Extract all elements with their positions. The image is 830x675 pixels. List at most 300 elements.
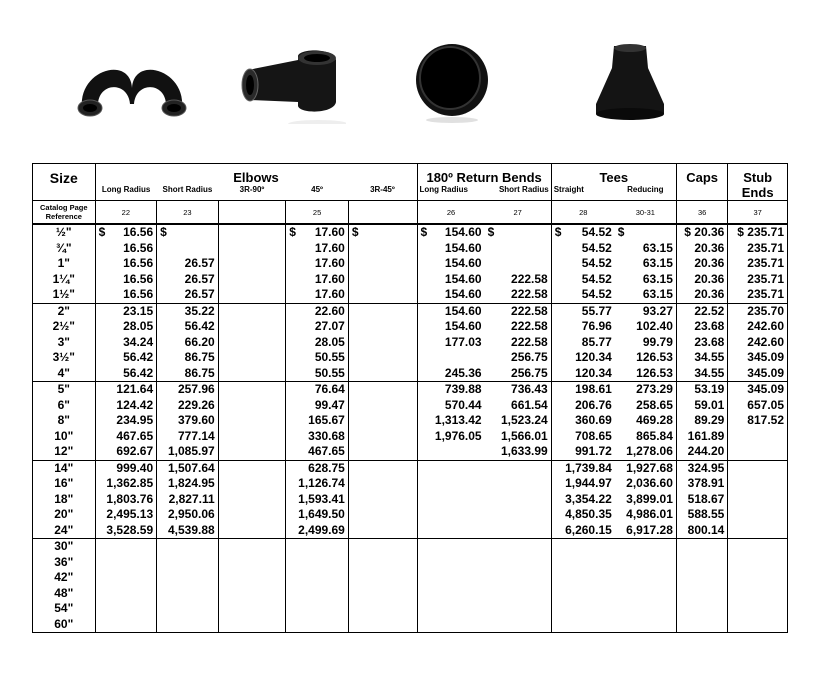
price-value: 76.96 [581, 319, 612, 333]
price-column-cell [551, 303, 615, 382]
price-line [289, 444, 345, 460]
price-value: 2,036.60 [626, 476, 673, 490]
price-value: 245.36 [444, 365, 482, 380]
price-line [160, 586, 215, 602]
price-value: 20.36 [694, 287, 725, 301]
price-line [289, 398, 345, 414]
size-label: 10" [54, 428, 74, 443]
price-column-cell [728, 224, 788, 303]
price-line [555, 413, 612, 429]
price-line [421, 319, 482, 335]
price-value: 518.67 [687, 491, 725, 506]
price-line [289, 555, 345, 571]
price-line [99, 319, 154, 335]
price-value: 273.29 [636, 382, 673, 396]
price-value: 1,593.41 [298, 491, 345, 506]
price-line [421, 287, 482, 303]
price-line [680, 570, 724, 586]
price-line [618, 256, 673, 272]
reducer-image [590, 42, 670, 124]
price-column-cell [348, 539, 417, 633]
caps-header: Caps [676, 164, 727, 201]
price-column-cell [95, 460, 157, 539]
price-line [680, 461, 724, 477]
price-line [352, 492, 414, 508]
price-value: 16.56 [123, 225, 154, 239]
price-value: 54.52 [581, 287, 612, 301]
price-line [99, 444, 154, 460]
price-line [160, 461, 215, 477]
catalog-page-cell: 37 [728, 201, 788, 225]
price-line [99, 461, 154, 477]
price-line [731, 398, 784, 414]
size-label: 54" [54, 601, 74, 615]
price-line [488, 586, 548, 602]
catalog-page-cell: 23 [157, 201, 219, 225]
price-line [618, 476, 673, 492]
price-value: 222.58 [511, 303, 548, 318]
price-line [488, 539, 548, 555]
price-value: 3,354.22 [565, 491, 612, 506]
price-value: 800.14 [687, 522, 725, 537]
price-line [680, 241, 724, 257]
price-column-cell [95, 382, 157, 461]
price-column-cell [676, 303, 727, 382]
price-value: 324.95 [687, 460, 725, 475]
price-line [555, 523, 612, 539]
price-line [289, 539, 345, 555]
price-value: 35.22 [184, 303, 215, 318]
price-line [99, 225, 154, 241]
header-row-1 [33, 164, 788, 186]
price-column-cell [95, 303, 157, 382]
price-line [99, 601, 154, 617]
price-line [99, 287, 154, 303]
size-cell [33, 303, 96, 382]
price-line [618, 398, 673, 414]
price-value: 50.55 [314, 365, 345, 380]
header-row-2 [33, 185, 788, 200]
price-value: 86.75 [184, 365, 215, 380]
price-value: 154.60 [444, 256, 482, 270]
price-value: 17.60 [314, 225, 345, 239]
price-line [488, 570, 548, 586]
price-value: 345.09 [747, 350, 784, 364]
subhead-rb-short-radius: Short Radius [485, 185, 552, 200]
subhead-3r-90: 3R-90º [239, 185, 265, 195]
price-line [488, 601, 548, 617]
price-line [352, 617, 414, 633]
price-value: 54.52 [581, 240, 612, 255]
price-value: 235.71 [747, 240, 784, 255]
price-value: 17.60 [314, 287, 345, 301]
price-line [222, 523, 283, 539]
price-value: 1,976.05 [434, 428, 482, 443]
price-line [160, 617, 215, 633]
price-value: 229.26 [177, 397, 215, 412]
price-line [99, 570, 154, 586]
price-line [555, 319, 612, 335]
price-column-cell [417, 224, 485, 303]
price-line [352, 586, 414, 602]
price-line [222, 476, 283, 492]
size-group-row [33, 539, 788, 633]
price-column-cell [676, 382, 727, 461]
size-label: 24" [54, 522, 74, 537]
price-line [99, 492, 154, 508]
price-line [289, 601, 345, 617]
price-line [618, 539, 673, 555]
size-label: 20" [54, 507, 74, 521]
price-value: 20.36 [694, 256, 725, 270]
price-column-cell [157, 539, 219, 633]
price-line [421, 461, 482, 477]
price-line [680, 492, 724, 508]
price-value: 3,899.01 [626, 491, 673, 506]
price-column-cell [286, 382, 349, 461]
price-line [618, 429, 673, 445]
dollar-sign: $ [487, 225, 495, 239]
size-label: 3½" [52, 350, 75, 364]
cap-image [412, 42, 492, 124]
price-line [421, 413, 482, 429]
catalog-page-label [33, 201, 96, 225]
price-value: 739.88 [444, 382, 482, 396]
price-line [731, 601, 784, 617]
price-value: 63.15 [642, 240, 673, 255]
price-line [731, 287, 784, 303]
price-value: 50.55 [314, 350, 345, 364]
price-line [421, 586, 482, 602]
price-line [289, 523, 345, 539]
price-value: 1,313.42 [434, 413, 482, 427]
price-line [99, 617, 154, 633]
price-line [555, 492, 612, 508]
price-value: $ 20.36 [684, 225, 725, 239]
dollar-sign: $ [289, 225, 296, 239]
price-line [555, 256, 612, 272]
price-value: 26.57 [184, 256, 215, 270]
price-value: 16.56 [123, 240, 154, 255]
size-label: 36" [54, 554, 74, 569]
price-line [680, 476, 724, 492]
price-line [488, 413, 548, 429]
price-line [222, 617, 283, 633]
price-line [222, 272, 283, 288]
price-line [289, 366, 345, 382]
price-value: 1,739.84 [565, 460, 612, 475]
price-column-cell [485, 224, 552, 303]
dollar-sign: $ [351, 225, 359, 239]
price-column-cell [348, 382, 417, 461]
price-column-cell [157, 224, 219, 303]
price-value: 235.71 [747, 256, 784, 270]
price-line [160, 287, 215, 303]
tee-image [238, 42, 346, 124]
price-column-cell [95, 539, 157, 633]
size-label: 5" [57, 382, 70, 396]
price-value: 63.15 [642, 287, 673, 301]
price-value: 379.60 [177, 413, 215, 427]
price-value: 628.75 [308, 460, 345, 475]
elbows-header: Elbows [95, 164, 417, 186]
price-line [555, 601, 612, 617]
size-group-row [33, 224, 788, 303]
stub-ends-header: Stub Ends [728, 164, 788, 201]
price-line [421, 476, 482, 492]
price-column-cell [485, 460, 552, 539]
price-line [99, 272, 154, 288]
price-column-cell [551, 460, 615, 539]
price-value: 570.44 [444, 397, 482, 412]
price-line [555, 272, 612, 288]
price-column-cell [728, 460, 788, 539]
size-label: 1½" [52, 287, 75, 301]
price-value: 17.60 [314, 256, 345, 270]
price-column-cell [485, 303, 552, 382]
price-line [222, 350, 283, 366]
price-line [488, 319, 548, 335]
price-line [222, 256, 283, 272]
price-line [289, 382, 345, 398]
price-column-cell [615, 303, 677, 382]
price-table [32, 163, 788, 633]
price-value: 469.28 [636, 413, 673, 427]
price-line [160, 319, 215, 335]
price-line [352, 350, 414, 366]
price-value: 257.96 [177, 382, 215, 396]
price-column-cell [551, 224, 615, 303]
price-value: 991.72 [575, 444, 612, 458]
price-line [618, 413, 673, 429]
price-line [222, 335, 283, 351]
price-column-cell [286, 303, 349, 382]
price-column-cell [157, 303, 219, 382]
price-line [289, 476, 345, 492]
price-value: 1,649.50 [298, 507, 345, 521]
price-line [421, 335, 482, 351]
price-line [555, 444, 612, 460]
price-value: 235.70 [747, 303, 784, 318]
price-column-cell [615, 539, 677, 633]
price-line [352, 523, 414, 539]
price-value: 28.05 [123, 319, 154, 333]
price-line [680, 256, 724, 272]
price-line [618, 601, 673, 617]
price-line [680, 304, 724, 320]
price-line [160, 555, 215, 571]
price-column-cell [728, 303, 788, 382]
price-value: 17.60 [314, 271, 345, 286]
price-column-cell [417, 382, 485, 461]
price-line [99, 539, 154, 555]
price-value: 222.58 [511, 287, 548, 301]
price-line [731, 539, 784, 555]
price-value: 999.40 [116, 460, 154, 475]
price-line [421, 555, 482, 571]
size-label: 12" [54, 444, 74, 458]
price-column-cell [615, 382, 677, 461]
price-value: 1,523.24 [501, 413, 548, 427]
price-line [222, 601, 283, 617]
price-line [160, 492, 215, 508]
price-line [289, 287, 345, 303]
price-line [352, 335, 414, 351]
size-group-row [33, 303, 788, 382]
dollar-sign: $ [617, 225, 625, 239]
price-line [680, 601, 724, 617]
price-line [160, 304, 215, 320]
size-cell [33, 539, 96, 633]
price-value: 256.75 [511, 365, 548, 380]
price-line [731, 476, 784, 492]
price-line [618, 507, 673, 523]
price-line [618, 241, 673, 257]
price-line [289, 617, 345, 633]
price-column-cell [485, 539, 552, 633]
price-value: 6,260.15 [565, 522, 612, 537]
price-line [731, 586, 784, 602]
price-line [618, 287, 673, 303]
price-line [160, 444, 215, 460]
price-value: 234.95 [116, 413, 154, 427]
price-line [99, 523, 154, 539]
price-line [618, 617, 673, 633]
price-line [222, 586, 283, 602]
size-label: 1¼" [52, 271, 75, 286]
price-line [618, 382, 673, 398]
price-line [731, 444, 784, 460]
price-value: 588.55 [687, 507, 725, 521]
price-value: 99.79 [642, 334, 673, 349]
price-value: 154.60 [444, 319, 482, 333]
price-column-cell [348, 224, 417, 303]
price-line [618, 492, 673, 508]
price-line [160, 366, 215, 382]
size-label: 8" [57, 413, 70, 427]
price-line [99, 304, 154, 320]
price-column-cell [348, 460, 417, 539]
return-bends-header: 180º Return Bends [417, 164, 551, 186]
price-line [160, 241, 215, 257]
price-value: 154.60 [444, 225, 482, 239]
price-value: 345.09 [747, 365, 784, 380]
price-line [222, 413, 283, 429]
price-line [160, 507, 215, 523]
price-line [618, 570, 673, 586]
price-value: 2,950.06 [167, 507, 215, 521]
price-line [421, 272, 482, 288]
price-value: 1,085.97 [167, 444, 215, 458]
price-value: 121.64 [116, 382, 154, 396]
price-value: 59.01 [694, 397, 725, 412]
price-value: 20.36 [694, 271, 725, 286]
price-value: 865.84 [636, 428, 673, 443]
price-line [421, 256, 482, 272]
price-line [731, 507, 784, 523]
price-line [222, 398, 283, 414]
price-value: 54.52 [581, 271, 612, 286]
price-line [680, 555, 724, 571]
price-line [352, 555, 414, 571]
price-line [555, 335, 612, 351]
price-value: 93.27 [642, 303, 673, 318]
price-line [421, 617, 482, 633]
price-value: 258.65 [636, 397, 673, 412]
price-line [99, 335, 154, 351]
price-value: 330.68 [308, 428, 345, 443]
price-line [488, 476, 548, 492]
price-line [731, 335, 784, 351]
size-group-row [33, 460, 788, 539]
price-value: 235.71 [747, 271, 784, 286]
price-line [421, 539, 482, 555]
price-line [618, 272, 673, 288]
price-value: 23.15 [123, 303, 154, 318]
price-value: 206.76 [575, 397, 612, 412]
price-line [731, 413, 784, 429]
price-line [99, 256, 154, 272]
price-line [618, 461, 673, 477]
price-value: 89.29 [694, 413, 725, 427]
price-line [488, 523, 548, 539]
price-value: 16.56 [123, 271, 154, 286]
price-line [731, 429, 784, 445]
size-label: 18" [54, 491, 74, 506]
price-column-cell [218, 224, 286, 303]
price-value: 55.77 [581, 303, 612, 318]
price-line [421, 366, 482, 382]
catalog-page-cell [218, 201, 286, 225]
price-value: 28.05 [314, 334, 345, 349]
price-column-cell [218, 382, 286, 461]
price-value: 777.14 [177, 428, 215, 443]
subhead-long-radius: Long Radius [101, 185, 151, 195]
price-value: 20.36 [694, 240, 725, 255]
price-line [352, 601, 414, 617]
price-value: 63.15 [642, 256, 673, 270]
price-value: 817.52 [747, 413, 784, 427]
price-line [618, 335, 673, 351]
price-column-cell [417, 539, 485, 633]
price-line [680, 382, 724, 398]
price-line [680, 287, 724, 303]
price-line [289, 429, 345, 445]
price-line [99, 586, 154, 602]
price-value: 22.52 [694, 303, 725, 318]
price-line [680, 444, 724, 460]
price-value: 56.42 [123, 350, 154, 364]
price-line [352, 366, 414, 382]
price-value: 56.42 [184, 319, 215, 333]
price-line [160, 476, 215, 492]
price-line [99, 507, 154, 523]
price-column-cell [218, 539, 286, 633]
price-line [160, 256, 215, 272]
price-line [680, 272, 724, 288]
price-value: 467.65 [308, 444, 345, 458]
price-line [222, 304, 283, 320]
price-column-cell [157, 460, 219, 539]
catalog-label-line-1: Catalog Page [40, 203, 88, 212]
price-line [352, 461, 414, 477]
price-column-cell [348, 303, 417, 382]
price-line [618, 304, 673, 320]
price-line [488, 461, 548, 477]
price-line [488, 382, 548, 398]
price-line [222, 539, 283, 555]
price-line [222, 555, 283, 571]
